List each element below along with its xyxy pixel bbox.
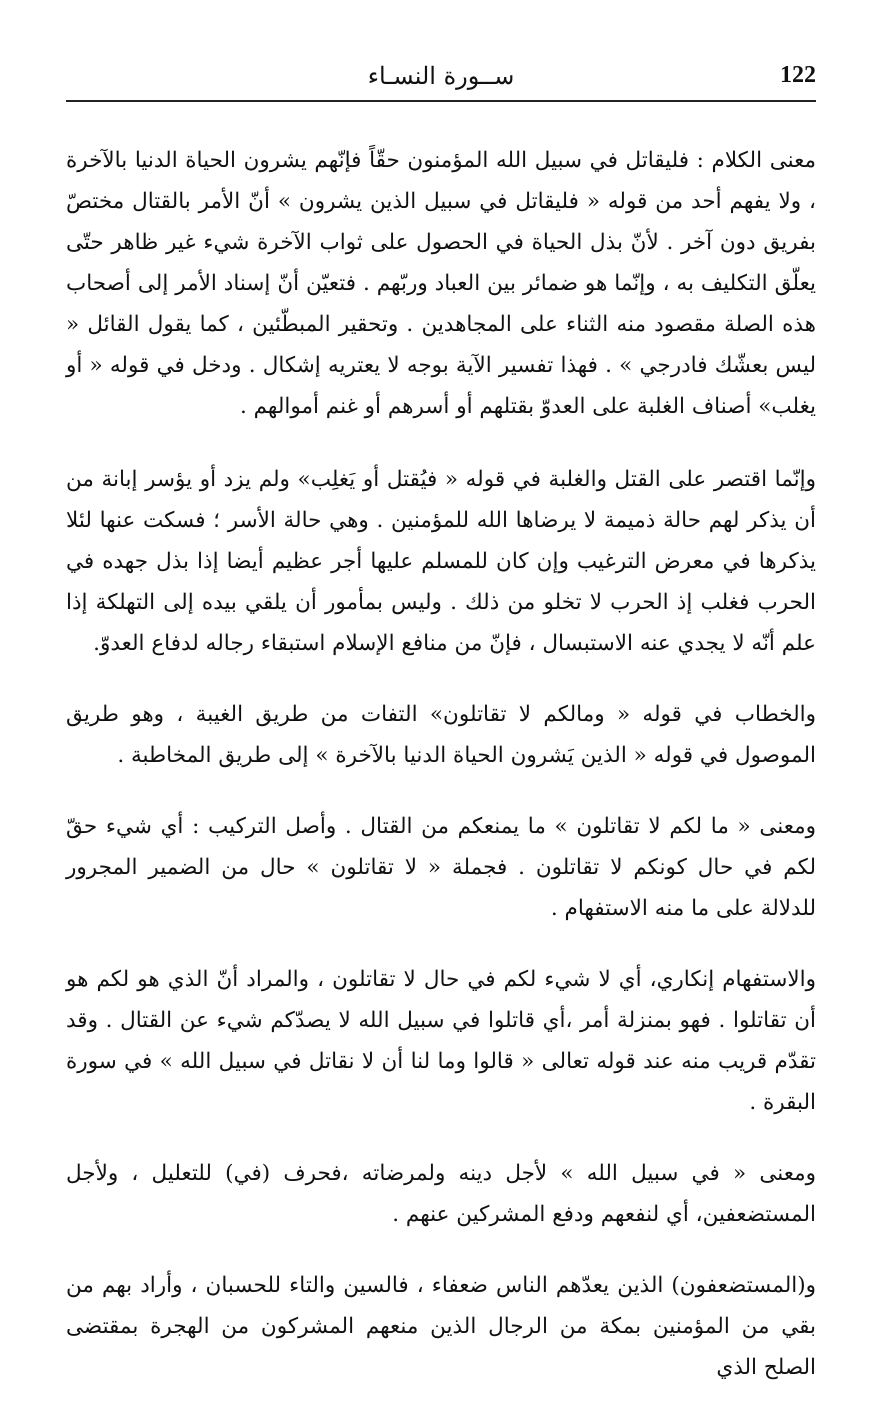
paragraph: والخطاب في قوله « ومالكم لا تقاتلون» التفات من طريق الغيبة ، وهو طريق الموصول في قوله « الذين يَشرون الحياة الدنيا بالآخرة » إلى طريق المخاطبة .: [66, 702, 816, 768]
paragraph: وإنّما اقتصر على القتل والغلبة في قوله « فيُقتل أو يَغلِب» ولم يزد أو يؤسر إبانة من أن يذكر لهم حالة ذميمة لا يرضاها الله للمؤمنين . وهي حالة الأسر ؛ فسكت عنها لئلا يذكرها في معرض الترغيب وإن كان للمسلم عليها أجر عظيم أيضا إذا بذل جهده في الحرب فغلب إذ الحرب لا تخلو من ذلك . وليس بمأمور أن يلقي بيده إلى التهلكة إذا علم أنّه لا يجدي عنه الاستبسال ، فإنّ من منافع الإسلام استبقاء رجاله لدفاع العدوّ.: [66, 467, 816, 656]
paragraph: والاستفهام إنكاري، أي لا شيء لكم في حال لا تقاتلون ، والمراد أنّ الذي هو لكم هو أن تقاتلوا . فهو بمنزلة أمر ،أي قاتلوا في سبيل الله لا يصدّكم شيء عن القتال . وقد تقدّم قريب منه عند قوله تعالى « قالوا وما لنا أن لا نقاتل في سبيل الله » في سورة البقرة .: [66, 967, 816, 1115]
body-text: [66, 140, 816, 1418]
paragraph: ومعنى « ما لكم لا تقاتلون » ما يمنعكم من القتال . وأصل التركيب : أي شيء حقّ لكم في حال كونكم لا تقاتلون . فجملة « لا تقاتلون » حال من الضمير المجرور للدلالة على ما منه الاستفهام .: [66, 814, 816, 921]
paragraph: و(المستضعفون) الذين يعدّهم الناس ضعفاء ، فالسين والتاء للحسبان ، وأراد بهم من بقي من المؤمنين بمكة من الرجال الذين منعهم المشركون من الهجرة بمقتضى الصلح الذي: [66, 1273, 816, 1380]
paragraph: ومعنى « في سبيل الله » لأجل دينه ولمرضاته ،فحرف (في) للتعليل ، ولأجل المستضعفين، أي لنفعهم ودفع المشركين عنهم .: [66, 1161, 816, 1227]
page-number: 122: [780, 62, 816, 88]
paragraph: معنى الكلام : فليقاتل في سبيل الله المؤمنون حقّاً فإنّهم يشرون الحياة الدنيا بالآخرة ، ولا يفهم أحد من قوله « فليقاتل في سبيل الذين يشرون » أنّ الأمر بالقتال مختصّ بفريق دون آخر . لأنّ بذل الحياة في الحصول على ثواب الآخرة شيء غير ظاهر حتّى يعلّق التكليف به ، وإنّما هو ضمائر بين العباد وربّهم . فتعيّن أنّ إسناد الأمر إلى أصحاب هذه الصلة مقصود منه الثناء على المجاهدين . وتحقير المبطّئين ، كما يقول القائل « ليس بعشّك فادرجي » . فهذا تفسير الآية بوجه لا يعتريه إشكال . ودخل في قوله « أو يغلب» أصناف الغلبة على العدوّ بقتلهم أو أسرهم أو غنم أموالهم .: [66, 148, 816, 419]
header-rule: [66, 100, 816, 102]
page-header: [66, 58, 816, 102]
running-title: ســورة النسـاء: [367, 62, 515, 90]
